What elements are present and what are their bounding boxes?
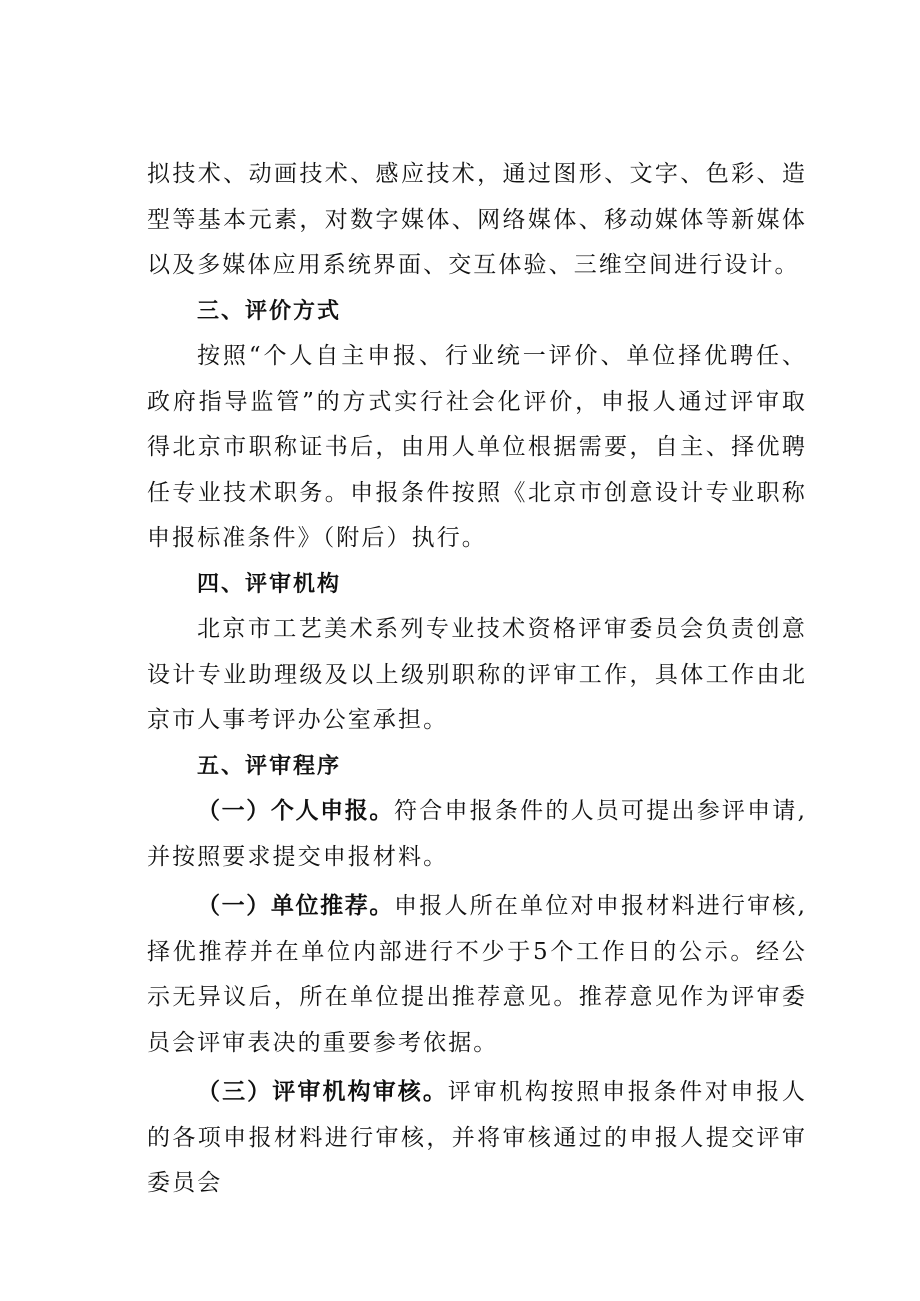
item-2-body: 申报人所在单位对申报材料进行审核,择优推荐并在单位内部进行不少于5个工作日的公示。经公示无异议后，所在单位提出推荐意见。推荐意见作为评审委员会评审表决的重要参考依据。 xyxy=(147,893,808,1056)
item-1-lead: （一）个人申报。 xyxy=(197,798,394,824)
section-4-heading: 四、评审机构 xyxy=(197,571,342,597)
section-3-heading: 三、评价方式 xyxy=(197,298,342,324)
section-5-item-1 xyxy=(147,789,807,880)
section-5-heading: 五、评审程序 xyxy=(197,753,342,779)
item-1-body: 符合申报条件的人员可提出参评申请,并按照要求提交申报材料。 xyxy=(147,798,808,870)
section-5-item-2 xyxy=(147,884,807,1066)
intro-paragraph: 拟技术、动画技术、感应技术，通过图形、文字、色彩、造型等基本元素，对数字媒体、网络媒体、移动媒体等新媒体以及多媒体应用系统界面、交互体验、三维空间进行设计。 xyxy=(147,161,807,278)
document-page xyxy=(147,152,807,1207)
item-3-lead: （三）评审机构审核。 xyxy=(197,1079,448,1105)
section-5-item-3 xyxy=(147,1070,807,1207)
section-3-body: 按照“个人自主申报、行业统一评价、单位择优聘任、政府指导监管”的方式实行社会化评价，申报人通过评审取得北京市职称证书后，由用人单位根据需要，自主、择优聘任专业技术职务。申报条件按照《北京市创意设计专业职称申报标准条件》（附后）执行。 xyxy=(147,343,807,551)
section-4-body: 北京市工艺美术系列专业技术资格评审委员会负责创意设计专业助理级及以上级别职称的评审工作，具体工作由北京市人事考评办公室承担。 xyxy=(147,616,807,733)
item-3-body: 评审机构按照申报条件对申报人的各项申报材料进行审核，并将审核通过的申报人提交评审委员会 xyxy=(147,1079,808,1196)
item-2-lead: （一）单位推荐。 xyxy=(197,893,394,919)
